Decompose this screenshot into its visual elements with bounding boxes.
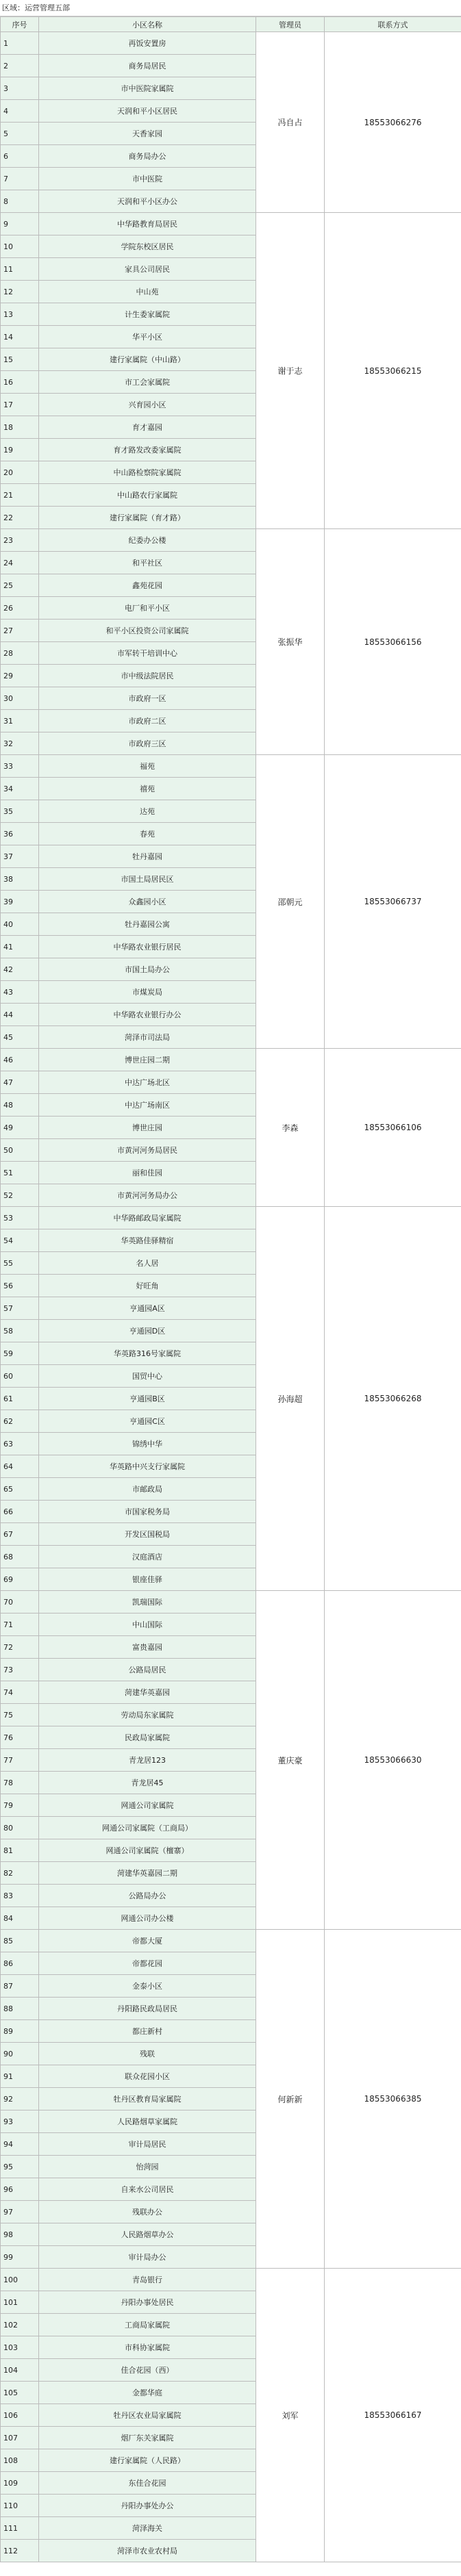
community-table <box>0 16 461 2562</box>
column-header-index: 序号 <box>1 17 39 32</box>
row-index: 25 <box>1 574 39 597</box>
row-index: 69 <box>1 1568 39 1591</box>
community-name: 中山国际 <box>39 1614 256 1636</box>
row-index: 80 <box>1 1817 39 1839</box>
row-index: 81 <box>1 1839 39 1862</box>
community-name: 菏建华英嘉园二期 <box>39 1862 256 1885</box>
row-index: 9 <box>1 213 39 235</box>
community-name: 中华路农业银行办公 <box>39 1004 256 1026</box>
row-index: 60 <box>1 1365 39 1388</box>
community-name: 中达广场北区 <box>39 1071 256 1094</box>
community-name: 丽和佳园 <box>39 1162 256 1184</box>
column-header-manager: 管理员 <box>256 17 325 32</box>
manager-phone: 18553066167 <box>325 2269 461 2562</box>
community-name: 市邮政局 <box>39 1478 256 1501</box>
row-index: 89 <box>1 2020 39 2043</box>
row-index: 20 <box>1 461 39 484</box>
table-row <box>1 32 461 55</box>
row-index: 55 <box>1 1252 39 1275</box>
community-name: 帝都花园 <box>39 1952 256 1975</box>
community-name: 再饭安置房 <box>39 32 256 55</box>
community-name: 亨通园A区 <box>39 1297 256 1320</box>
community-name: 华英路中兴支行家属院 <box>39 1455 256 1478</box>
row-index: 36 <box>1 823 39 845</box>
community-name: 人民路烟草家属院 <box>39 2110 256 2133</box>
manager-phone: 18553066276 <box>325 32 461 213</box>
community-name: 建行家属院（人民路） <box>39 2449 256 2472</box>
table-body <box>1 32 461 2562</box>
row-index: 112 <box>1 2540 39 2562</box>
row-index: 2 <box>1 55 39 77</box>
row-index: 47 <box>1 1071 39 1094</box>
row-index: 17 <box>1 394 39 416</box>
community-name: 中山路农行家属院 <box>39 484 256 507</box>
row-index: 50 <box>1 1139 39 1162</box>
community-name: 家具公司居民 <box>39 258 256 281</box>
community-name: 青龙居123 <box>39 1749 256 1772</box>
row-index: 74 <box>1 1681 39 1704</box>
community-name: 网通公司家属院（檀寨） <box>39 1839 256 1862</box>
community-name: 华平小区 <box>39 326 256 348</box>
community-name: 银座佳驿 <box>39 1568 256 1591</box>
row-index: 75 <box>1 1704 39 1726</box>
row-index: 26 <box>1 597 39 620</box>
row-index: 13 <box>1 303 39 326</box>
community-name: 帝都大厦 <box>39 1930 256 1952</box>
manager-phone: 18553066268 <box>325 1207 461 1591</box>
manager-phone: 18553066215 <box>325 213 461 529</box>
row-index: 11 <box>1 258 39 281</box>
community-name: 亨通园C区 <box>39 1410 256 1433</box>
community-name: 市政府二区 <box>39 710 256 732</box>
community-name: 牡丹区教育局家属院 <box>39 2088 256 2110</box>
row-index: 98 <box>1 2223 39 2246</box>
community-name: 建行家属院（中山路） <box>39 348 256 371</box>
row-index: 101 <box>1 2291 39 2314</box>
row-index: 72 <box>1 1636 39 1659</box>
community-name: 残联办公 <box>39 2201 256 2223</box>
community-name: 市中医院 <box>39 168 256 190</box>
community-name: 金泰小区 <box>39 1975 256 1998</box>
community-name: 亨通园B区 <box>39 1388 256 1410</box>
community-name: 市政府一区 <box>39 687 256 710</box>
community-name: 华英路佳驿精宿 <box>39 1229 256 1252</box>
row-index: 54 <box>1 1229 39 1252</box>
row-index: 71 <box>1 1614 39 1636</box>
manager-phone: 18553066630 <box>325 1591 461 1930</box>
community-name: 市国土局居民区 <box>39 868 256 891</box>
community-name: 工商局家属院 <box>39 2314 256 2336</box>
row-index: 62 <box>1 1410 39 1433</box>
community-name: 天香家园 <box>39 123 256 145</box>
row-index: 73 <box>1 1659 39 1681</box>
row-index: 21 <box>1 484 39 507</box>
manager-phone: 18553066106 <box>325 1049 461 1207</box>
column-header-phone: 联系方式 <box>325 17 461 32</box>
community-name: 育才路发改委家属院 <box>39 439 256 461</box>
community-name: 博世庄园 <box>39 1117 256 1139</box>
row-index: 12 <box>1 281 39 303</box>
row-index: 92 <box>1 2088 39 2110</box>
community-name: 富贵嘉园 <box>39 1636 256 1659</box>
manager-name: 刘军 <box>256 2269 325 2562</box>
community-name: 菏泽市司法局 <box>39 1026 256 1049</box>
row-index: 44 <box>1 1004 39 1026</box>
row-index: 27 <box>1 620 39 642</box>
community-name: 公路局办公 <box>39 1885 256 1907</box>
table-row <box>1 2269 461 2291</box>
row-index: 40 <box>1 913 39 936</box>
row-index: 63 <box>1 1433 39 1455</box>
row-index: 106 <box>1 2404 39 2427</box>
community-name: 都庄新村 <box>39 2020 256 2043</box>
community-name: 劳动局东家属院 <box>39 1704 256 1726</box>
community-name: 学院东校区居民 <box>39 235 256 258</box>
row-index: 37 <box>1 845 39 868</box>
community-name: 凯瑞国际 <box>39 1591 256 1614</box>
community-name: 金都华庭 <box>39 2382 256 2404</box>
row-index: 3 <box>1 77 39 100</box>
community-name: 商务局居民 <box>39 55 256 77</box>
community-name: 福苑 <box>39 755 256 778</box>
manager-name: 孙海超 <box>256 1207 325 1591</box>
row-index: 48 <box>1 1094 39 1117</box>
community-name: 青岛银行 <box>39 2269 256 2291</box>
row-index: 41 <box>1 936 39 958</box>
community-name: 市中级法院居民 <box>39 665 256 687</box>
row-index: 90 <box>1 2043 39 2065</box>
community-name: 和平小区投资公司家属院 <box>39 620 256 642</box>
manager-name: 邵朝元 <box>256 755 325 1049</box>
row-index: 29 <box>1 665 39 687</box>
manager-name: 冯自占 <box>256 32 325 213</box>
row-index: 111 <box>1 2517 39 2540</box>
community-name: 中华路教育局居民 <box>39 213 256 235</box>
row-index: 57 <box>1 1297 39 1320</box>
community-name: 中山路检察院家属院 <box>39 461 256 484</box>
row-index: 84 <box>1 1907 39 1930</box>
table-header <box>1 17 461 32</box>
community-name: 春苑 <box>39 823 256 845</box>
community-name: 菏泽海关 <box>39 2517 256 2540</box>
community-name: 丹阳路民政局居民 <box>39 1998 256 2020</box>
row-index: 64 <box>1 1455 39 1478</box>
row-index: 52 <box>1 1184 39 1207</box>
row-index: 24 <box>1 552 39 574</box>
community-name: 怡菏园 <box>39 2156 256 2178</box>
row-index: 59 <box>1 1342 39 1365</box>
table-row <box>1 213 461 235</box>
row-index: 10 <box>1 235 39 258</box>
community-name: 市工会家属院 <box>39 371 256 394</box>
community-name: 鑫苑花园 <box>39 574 256 597</box>
row-index: 96 <box>1 2178 39 2201</box>
community-name: 菏泽市农业农村局 <box>39 2540 256 2562</box>
row-index: 102 <box>1 2314 39 2336</box>
community-name: 建行家属院（育才路） <box>39 507 256 529</box>
row-index: 19 <box>1 439 39 461</box>
community-name: 人民路烟草办公 <box>39 2223 256 2246</box>
manager-name: 董庆豪 <box>256 1591 325 1930</box>
community-name: 审计局办公 <box>39 2246 256 2269</box>
community-name: 名人居 <box>39 1252 256 1275</box>
community-name: 审计局居民 <box>39 2133 256 2156</box>
row-index: 4 <box>1 100 39 123</box>
community-name: 中华路邮政局家属院 <box>39 1207 256 1229</box>
community-name: 牡丹区农业局家属院 <box>39 2404 256 2427</box>
community-name: 开发区国税局 <box>39 1523 256 1546</box>
community-name: 市政府三区 <box>39 732 256 755</box>
row-index: 104 <box>1 2359 39 2382</box>
row-index: 61 <box>1 1388 39 1410</box>
row-index: 108 <box>1 2449 39 2472</box>
row-index: 45 <box>1 1026 39 1049</box>
row-index: 33 <box>1 755 39 778</box>
community-name: 烟厂东关家属院 <box>39 2427 256 2449</box>
community-name: 牡丹嘉园公寓 <box>39 913 256 936</box>
community-name: 市中医院家属院 <box>39 77 256 100</box>
row-index: 58 <box>1 1320 39 1342</box>
column-header-name: 小区名称 <box>39 17 256 32</box>
community-name: 市科协家属院 <box>39 2336 256 2359</box>
row-index: 97 <box>1 2201 39 2223</box>
table-row <box>1 1207 461 1229</box>
community-name: 市煤炭局 <box>39 981 256 1004</box>
row-index: 76 <box>1 1726 39 1749</box>
row-index: 107 <box>1 2427 39 2449</box>
community-name: 计生委家属院 <box>39 303 256 326</box>
row-index: 38 <box>1 868 39 891</box>
row-index: 46 <box>1 1049 39 1071</box>
community-name: 天润和平小区办公 <box>39 190 256 213</box>
table-row <box>1 529 461 552</box>
row-index: 23 <box>1 529 39 552</box>
row-index: 86 <box>1 1952 39 1975</box>
row-index: 7 <box>1 168 39 190</box>
community-name: 锦绣中华 <box>39 1433 256 1455</box>
row-index: 15 <box>1 348 39 371</box>
manager-name: 何新新 <box>256 1930 325 2269</box>
community-name: 国贸中心 <box>39 1365 256 1388</box>
community-name: 育才嘉园 <box>39 416 256 439</box>
manager-name: 谢于志 <box>256 213 325 529</box>
row-index: 99 <box>1 2246 39 2269</box>
community-name: 联众花园小区 <box>39 2065 256 2088</box>
table-row <box>1 1591 461 1614</box>
manager-name: 张振华 <box>256 529 325 755</box>
community-name: 残联 <box>39 2043 256 2065</box>
community-name: 网通公司家属院 <box>39 1794 256 1817</box>
community-name: 博世庄园二期 <box>39 1049 256 1071</box>
row-index: 8 <box>1 190 39 213</box>
row-index: 95 <box>1 2156 39 2178</box>
row-index: 94 <box>1 2133 39 2156</box>
row-index: 51 <box>1 1162 39 1184</box>
community-name: 东佳合花园 <box>39 2472 256 2495</box>
community-name: 华英路316号家属院 <box>39 1342 256 1365</box>
community-name: 市国土局办公 <box>39 958 256 981</box>
row-index: 30 <box>1 687 39 710</box>
community-name: 纪委办公楼 <box>39 529 256 552</box>
row-index: 28 <box>1 642 39 665</box>
community-name: 中达广场南区 <box>39 1094 256 1117</box>
table-row <box>1 755 461 778</box>
community-name: 禧苑 <box>39 778 256 800</box>
community-name: 中华路农业银行居民 <box>39 936 256 958</box>
row-index: 79 <box>1 1794 39 1817</box>
row-index: 18 <box>1 416 39 439</box>
table-row <box>1 1930 461 1952</box>
region-label: 区域：运营管理五部 <box>0 0 461 16</box>
row-index: 32 <box>1 732 39 755</box>
community-name: 兴育园小区 <box>39 394 256 416</box>
community-name: 众鑫园小区 <box>39 891 256 913</box>
row-index: 42 <box>1 958 39 981</box>
row-index: 82 <box>1 1862 39 1885</box>
row-index: 39 <box>1 891 39 913</box>
table-row <box>1 1049 461 1071</box>
community-name: 中山苑 <box>39 281 256 303</box>
community-name: 佳合花园（西） <box>39 2359 256 2382</box>
community-name: 市国家税务局 <box>39 1501 256 1523</box>
community-name: 市黄河河务局办公 <box>39 1184 256 1207</box>
row-index: 43 <box>1 981 39 1004</box>
community-name: 丹阳办事处办公 <box>39 2495 256 2517</box>
community-name: 公路局居民 <box>39 1659 256 1681</box>
community-name: 青龙居45 <box>39 1772 256 1794</box>
community-name: 商务局办公 <box>39 145 256 168</box>
row-index: 49 <box>1 1117 39 1139</box>
row-index: 31 <box>1 710 39 732</box>
community-name: 市军转干培训中心 <box>39 642 256 665</box>
community-name: 达苑 <box>39 800 256 823</box>
row-index: 34 <box>1 778 39 800</box>
community-name: 市黄河河务局居民 <box>39 1139 256 1162</box>
row-index: 67 <box>1 1523 39 1546</box>
community-name: 菏建华英嘉园 <box>39 1681 256 1704</box>
row-index: 110 <box>1 2495 39 2517</box>
community-name: 民政局家属院 <box>39 1726 256 1749</box>
row-index: 103 <box>1 2336 39 2359</box>
community-name: 牡丹嘉园 <box>39 845 256 868</box>
row-index: 88 <box>1 1998 39 2020</box>
row-index: 105 <box>1 2382 39 2404</box>
community-name: 汉庭酒店 <box>39 1546 256 1568</box>
row-index: 53 <box>1 1207 39 1229</box>
row-index: 91 <box>1 2065 39 2088</box>
row-index: 70 <box>1 1591 39 1614</box>
row-index: 65 <box>1 1478 39 1501</box>
manager-phone: 18553066737 <box>325 755 461 1049</box>
row-index: 1 <box>1 32 39 55</box>
manager-phone: 18553066156 <box>325 529 461 755</box>
row-index: 77 <box>1 1749 39 1772</box>
row-index: 109 <box>1 2472 39 2495</box>
row-index: 5 <box>1 123 39 145</box>
community-name: 天润和平小区居民 <box>39 100 256 123</box>
row-index: 6 <box>1 145 39 168</box>
community-name: 电厂和平小区 <box>39 597 256 620</box>
row-index: 35 <box>1 800 39 823</box>
row-index: 22 <box>1 507 39 529</box>
community-name: 网通公司办公楼 <box>39 1907 256 1930</box>
manager-phone: 18553066385 <box>325 1930 461 2269</box>
community-name: 网通公司家属院（工商局） <box>39 1817 256 1839</box>
community-name: 丹阳办事处居民 <box>39 2291 256 2314</box>
row-index: 87 <box>1 1975 39 1998</box>
row-index: 68 <box>1 1546 39 1568</box>
community-name: 亨通园D区 <box>39 1320 256 1342</box>
row-index: 66 <box>1 1501 39 1523</box>
row-index: 85 <box>1 1930 39 1952</box>
row-index: 16 <box>1 371 39 394</box>
community-name: 好旺角 <box>39 1275 256 1297</box>
manager-name: 李森 <box>256 1049 325 1207</box>
row-index: 56 <box>1 1275 39 1297</box>
row-index: 14 <box>1 326 39 348</box>
row-index: 93 <box>1 2110 39 2133</box>
community-name: 和平社区 <box>39 552 256 574</box>
row-index: 78 <box>1 1772 39 1794</box>
row-index: 83 <box>1 1885 39 1907</box>
row-index: 100 <box>1 2269 39 2291</box>
community-name: 自来水公司居民 <box>39 2178 256 2201</box>
